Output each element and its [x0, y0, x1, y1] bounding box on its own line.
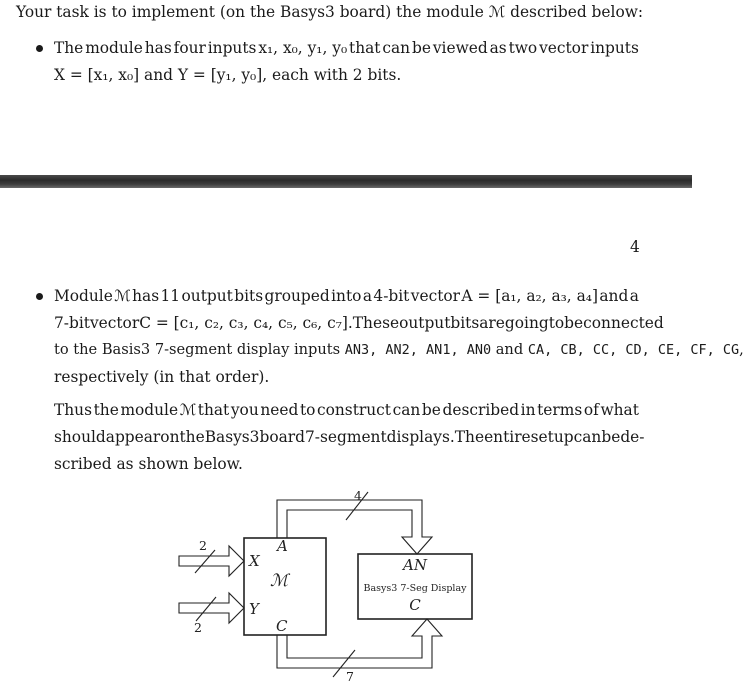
word: 4-bit [373, 287, 410, 305]
word: vector [539, 39, 589, 57]
bus-c-path [277, 619, 442, 668]
word: going [504, 314, 549, 332]
word: ℳ [179, 401, 197, 419]
paragraph-line3: scribed as shown below. [54, 455, 243, 473]
port-a-label: A [277, 537, 288, 555]
word: need [260, 401, 299, 419]
word: two [508, 39, 538, 57]
word: entire [484, 428, 531, 446]
bus-x-width: 2 [199, 538, 207, 553]
word: 7-segment [305, 428, 387, 446]
input-y-arrow [179, 593, 244, 623]
word: in [520, 401, 536, 419]
word: C = [c₁, c₂, c₃, c₄, c₅, c₆, c₇]. [139, 314, 353, 332]
word: bits [234, 287, 264, 305]
word: has [144, 39, 172, 57]
word: the [93, 401, 119, 419]
word: be [601, 428, 621, 446]
word: A = [a₁, a₂, a₃, a₄] [461, 287, 598, 305]
word: the [179, 428, 205, 446]
bullet1-line2: X = [x₁, x₀] and Y = [y₁, y₀], each with 2 bits. [54, 66, 402, 84]
word: into [331, 287, 362, 305]
word: four [173, 39, 206, 57]
bus-x-slash [195, 550, 215, 573]
word: described [442, 401, 520, 419]
word: inputs [590, 39, 639, 57]
port-x-label: X [249, 552, 260, 570]
bullet2-line3-text: to the Basis3 7-segment display inputs [54, 341, 345, 358]
input-x-arrow [179, 546, 244, 576]
word: terms [537, 401, 583, 419]
word: board [259, 428, 305, 446]
cathode-signals: CA, CB, CC, CD, CE, CF, CG [527, 342, 740, 358]
display-c-label: C [409, 596, 421, 614]
word: vector [410, 287, 460, 305]
word: grouped [264, 287, 330, 305]
word: x₁, x₀, y₁, y₀ [258, 39, 348, 57]
word: The [454, 428, 485, 446]
word: displays. [386, 428, 455, 446]
word: should [54, 428, 106, 446]
word: ℳ [114, 287, 131, 305]
page-number: 4 [630, 238, 640, 256]
word: bits [450, 314, 480, 332]
word: has [132, 287, 160, 305]
word: module [85, 39, 143, 57]
word: The [54, 39, 84, 57]
word: construct [317, 401, 391, 419]
word: be [564, 314, 584, 332]
word: of [583, 401, 599, 419]
word: to [548, 314, 565, 332]
word: as [489, 39, 507, 57]
word: viewed [432, 39, 488, 57]
word: vector [89, 314, 140, 332]
word: These [352, 314, 400, 332]
intro-line: Your task is to implement (on the Basys3 board) the module ℳ described below: [16, 3, 644, 21]
bullet2-line3-comma: , [739, 341, 744, 358]
anode-signals: AN3, AN2, AN1, AN0 [344, 342, 492, 358]
word: Basys3 [204, 428, 260, 446]
bullet2-line4: respectively (in that order). [54, 368, 270, 386]
word: setup [530, 428, 574, 446]
word: be [411, 39, 431, 57]
word: you [230, 401, 259, 419]
word: can [573, 428, 602, 446]
word: and [599, 287, 629, 305]
word: output [399, 314, 451, 332]
bus-c-width: 7 [346, 669, 354, 684]
port-c-label: C [276, 617, 288, 635]
word: what [600, 401, 639, 419]
bullet2-line3-and: and [491, 341, 528, 358]
word: inputs [207, 39, 257, 57]
word: 7-bit [54, 314, 90, 332]
word: can [392, 401, 421, 419]
word: 11 [160, 287, 181, 305]
word: appear [105, 428, 161, 446]
port-y-label: Y [249, 600, 259, 618]
module-symbol: ℳ [270, 571, 289, 591]
word: connected [583, 314, 664, 332]
word: that [349, 39, 381, 57]
bus-y-width: 2 [194, 620, 202, 635]
bus-a-path [277, 500, 432, 554]
word: Thus [54, 401, 92, 419]
bus-a-width: 4 [354, 488, 362, 503]
display-title: Basys3 7-Seg Display [363, 583, 467, 594]
word: that [197, 401, 230, 419]
bus-y-slash [196, 597, 216, 621]
word: de- [620, 428, 645, 446]
word: output [181, 287, 233, 305]
word: to [299, 401, 316, 419]
word: on [160, 428, 180, 446]
word: can [382, 39, 411, 57]
display-an-label: AN [403, 556, 427, 574]
word: be [421, 401, 441, 419]
word: are [479, 314, 505, 332]
word: module [120, 401, 179, 419]
word: Module [54, 287, 113, 305]
word: a [362, 287, 372, 305]
word: a [629, 287, 639, 305]
